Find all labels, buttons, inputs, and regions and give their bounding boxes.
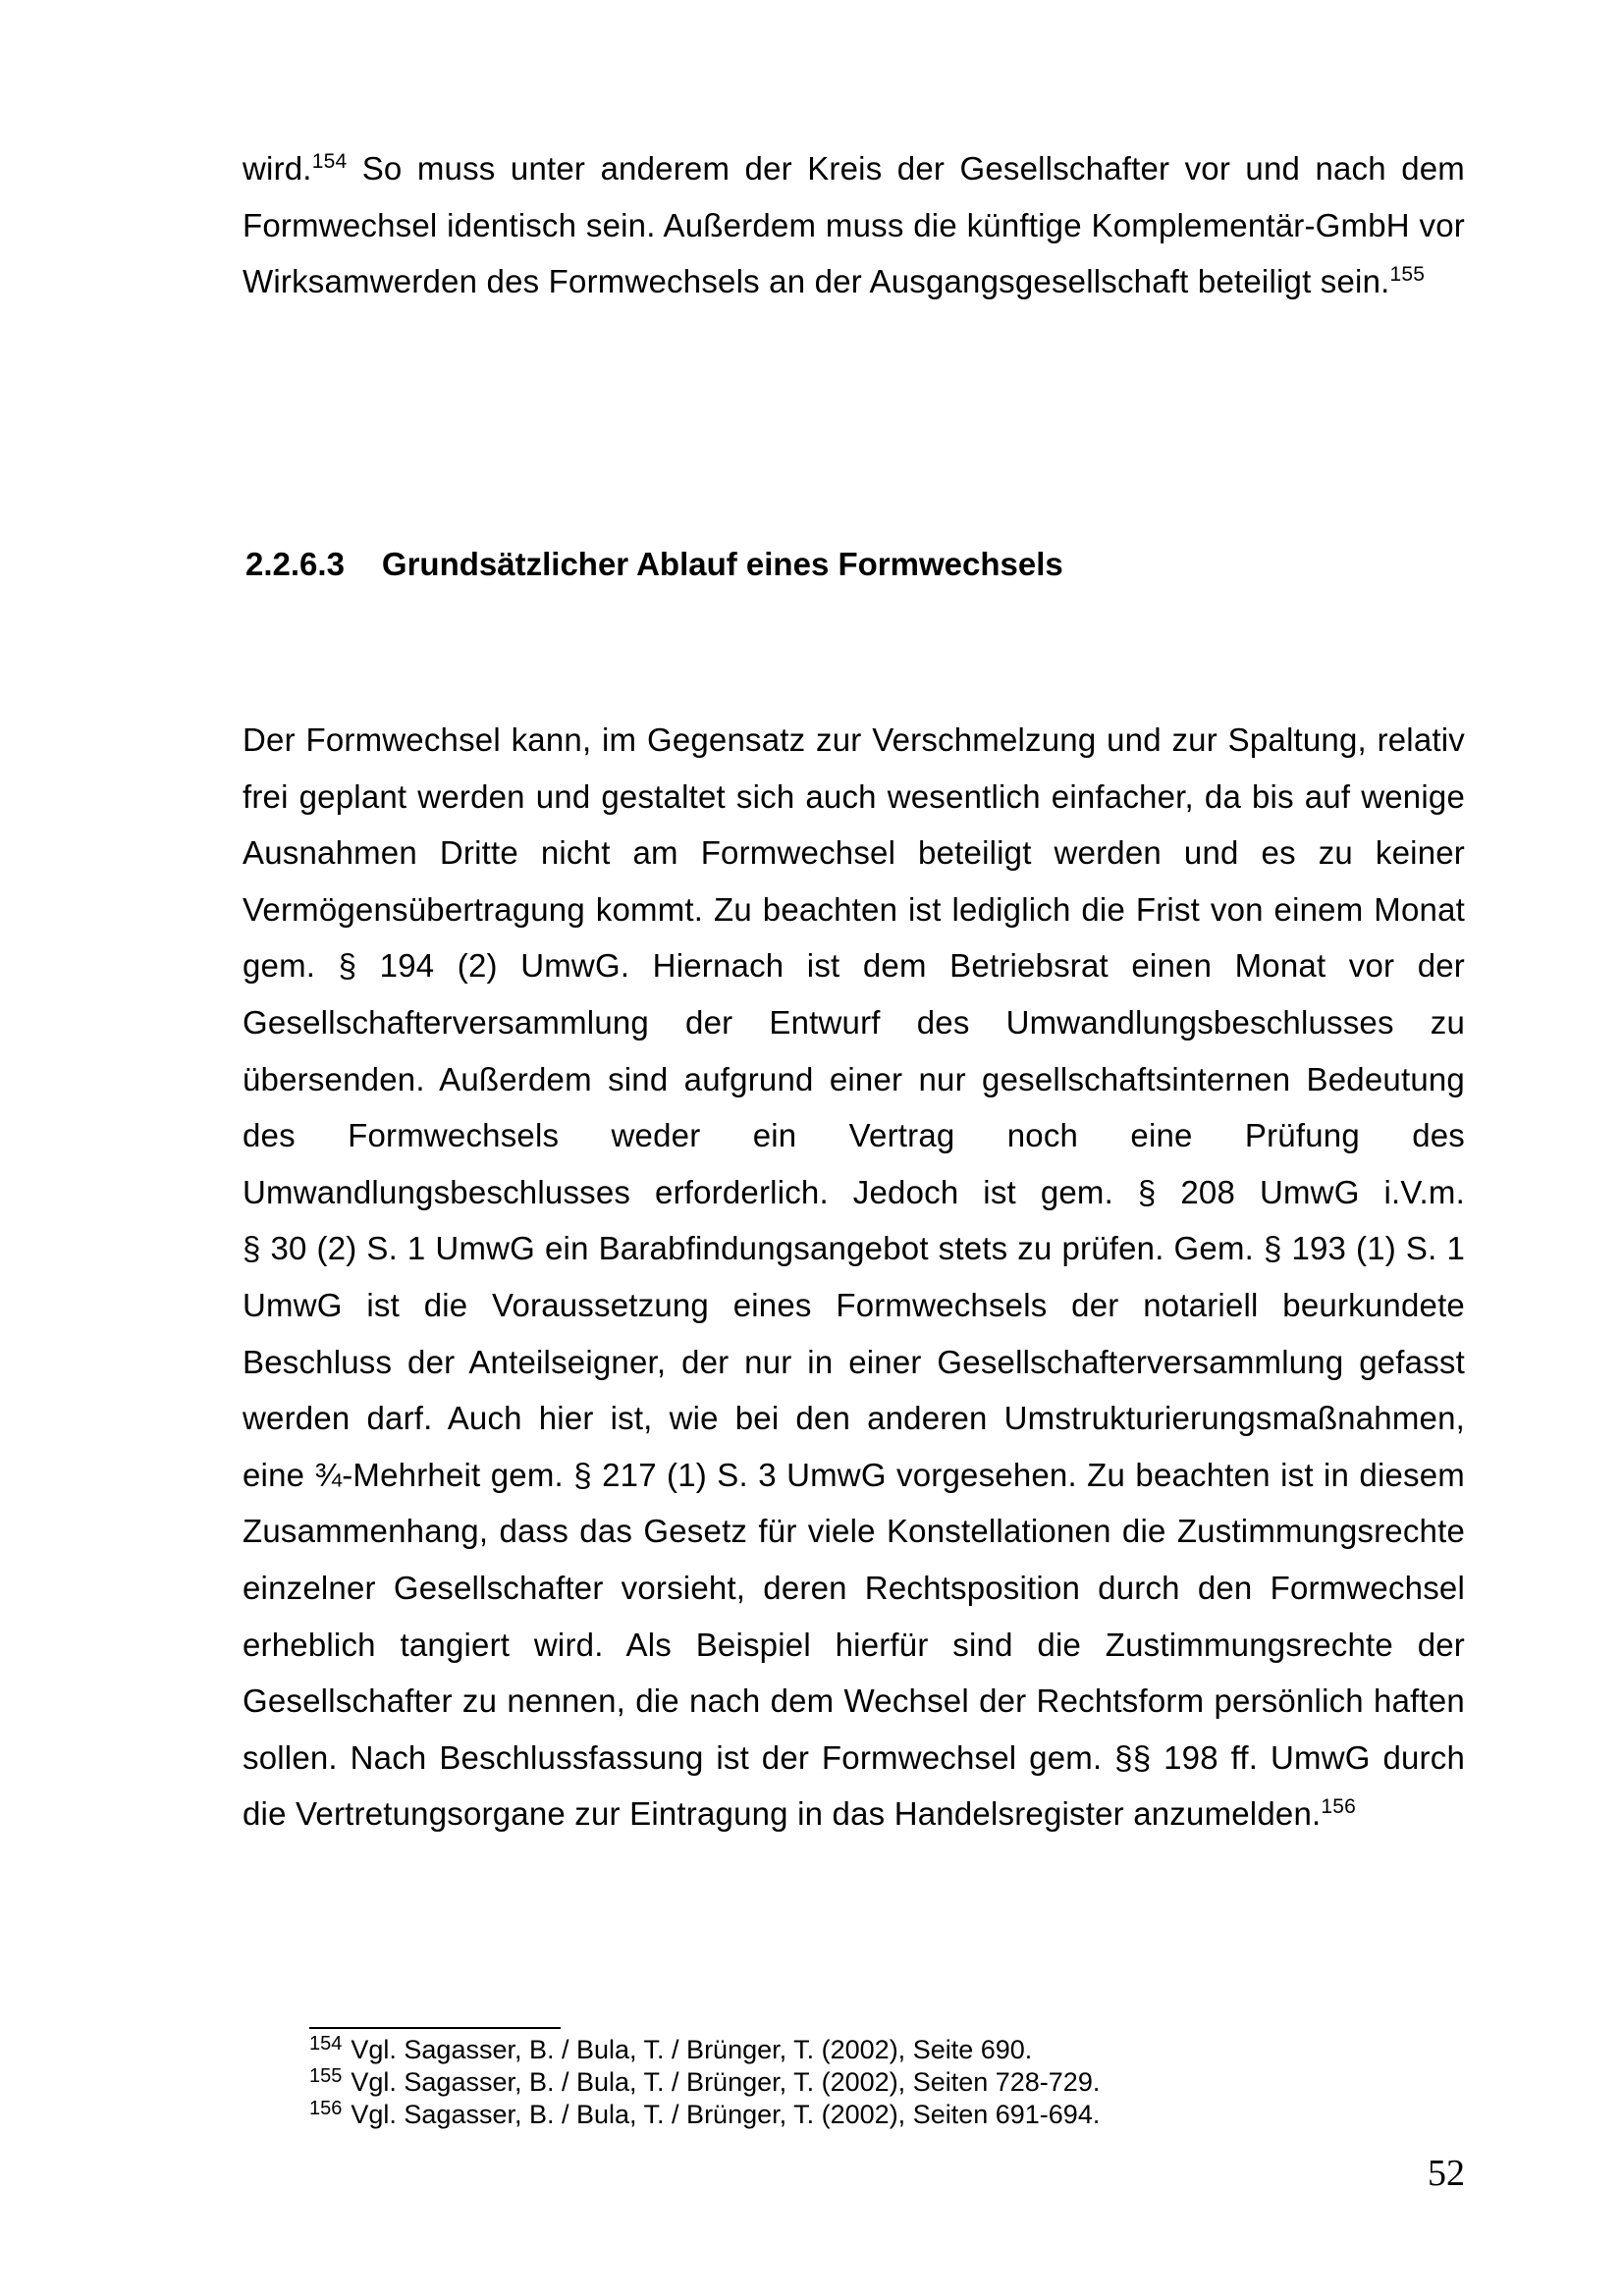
- footnote-ref-156: 156: [1321, 1795, 1357, 1819]
- footnote-154: [309, 2034, 1438, 2066]
- footnote-156: [309, 2099, 1438, 2131]
- footnote-154-marker: 154: [309, 2033, 343, 2055]
- footnote-separator-rule: [309, 2027, 561, 2029]
- footnote-156-text: Vgl. Sagasser, B. / Bula, T. / Brünger, T. (2002), Seiten 691-694.: [351, 2100, 1101, 2129]
- section-heading-number: 2.2.6.3: [245, 546, 345, 582]
- footnotes-section: [309, 2034, 1438, 2131]
- section-heading: [245, 536, 1468, 593]
- footnote-154-text: Vgl. Sagasser, B. / Bula, T. / Brünger, T. (2002), Seite 690.: [351, 2035, 1033, 2064]
- footnote-155: [309, 2066, 1438, 2099]
- paragraph-main-text: Der Formwechsel kann, im Gegensatz zur Verschmelzung und zur Spaltung, relativ frei geplant werden und gestaltet sich auch wesentlich einfacher, da bis auf wenige Ausnahmen Dritte nicht am Formwechsel beteiligt werden und es zu keiner Vermögensübertragung kommt. Zu beachten ist lediglich die Frist von einem Monat gem. § 194 (2) UmwG. Hiernach ist dem Betriebsrat einen Monat vor der Gesellschafterversammlung der Entwurf des Umwandlungsbeschlusses zu übersenden. Außerdem sind aufgrund einer nur gesellschaftsinternen Bedeutung des Formwechsels weder ein Vertrag noch eine Prüfung des Umwandlungsbeschlusses erforderlich. Jedoch ist gem. § 208 UmwG i.V.m. § 30 (2) S. 1 UmwG ein Barabfindungsangebot stets zu prüfen. Gem. § 193 (1) S. 1 UmwG ist die Voraussetzung eines Formwechsels der notariell beurkundete Beschluss der Anteilseigner, der nur in einer Gesellschafterversammlung gefasst werden darf. Auch hier ist, wie bei den anderen Umstrukturierungsmaßnahmen, eine ¾-Mehrheit gem. § 217 (1) S. 3 UmwG vorgesehen. Zu beachten ist in diesem Zusammenhang, dass das Gesetz für viele Konstellationen die Zustimmungsrechte einzelner Gesellschafter vorsieht, deren Rechtsposition durch den Formwechsel erheblich tangiert wird. Als Beispiel hierfür sind die Zustimmungsrechte der Gesellschafter zu nennen, die nach dem Wechsel der Rechtsform persönlich haften sollen. Nach Beschlussfassung ist der Formwechsel gem. §§ 198 ff. UmwG durch die Vertretungsorgane zur Eintragung in das Handelsregister anzumelden.: [243, 721, 1465, 1833]
- footnote-ref-154: 154: [311, 150, 348, 173]
- paragraph-intro-text-start: wird.: [243, 150, 312, 187]
- paragraph-intro-text-end: So muss unter anderem der Kreis der Gesellschafter vor und nach dem Formwechsel identisch sein. Außerdem muss die künftige Komplementär-GmbH vor Wirksamwerden des Formwechsels an der Ausgangsgesellschaft beteiligt sein.: [243, 150, 1465, 300]
- footnote-155-marker: 155: [309, 2065, 343, 2087]
- page-number: 52: [1428, 2153, 1465, 2194]
- footnote-156-marker: 156: [309, 2098, 343, 2119]
- footnote-ref-155: 155: [1389, 263, 1426, 287]
- section-heading-title: Grundsätzlicher Ablauf eines Formwechsels: [381, 546, 1063, 582]
- footnote-155-text: Vgl. Sagasser, B. / Bula, T. / Brünger, T. (2002), Seiten 728-729.: [351, 2067, 1101, 2097]
- paragraph-intro: [243, 140, 1465, 310]
- paragraph-main: [243, 712, 1465, 1842]
